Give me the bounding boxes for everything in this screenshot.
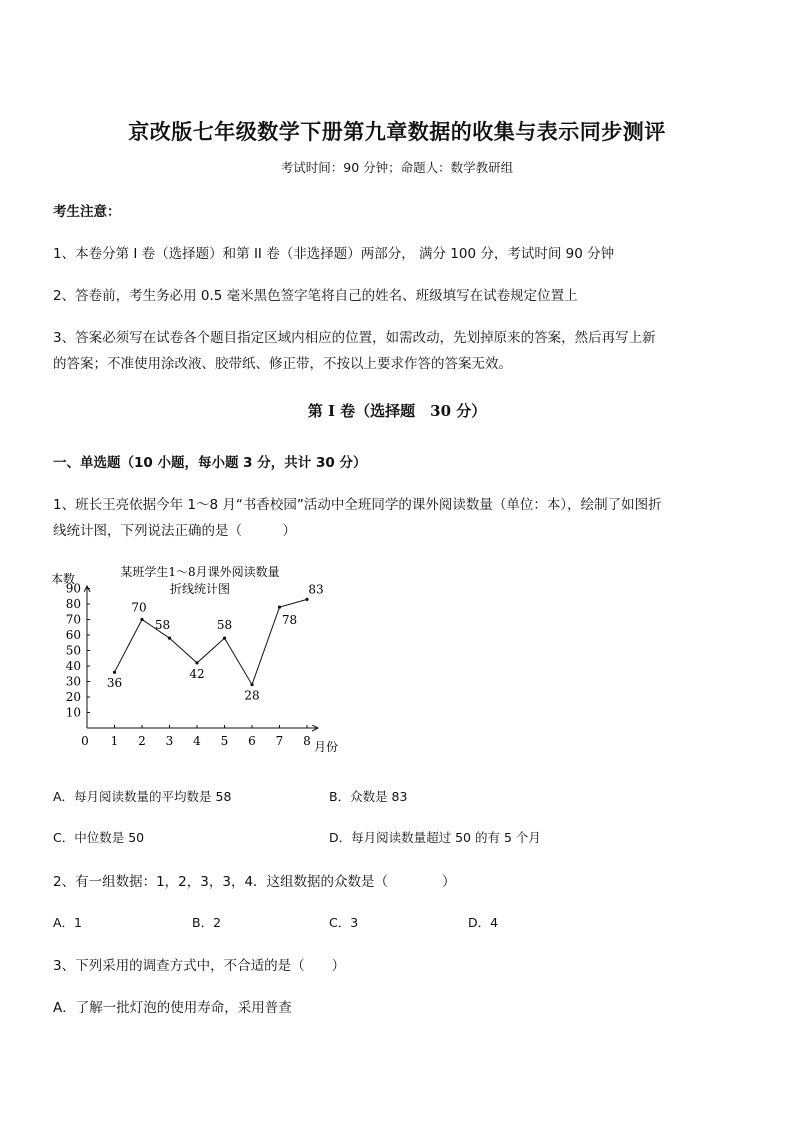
x-tick-label: 0 <box>81 734 89 748</box>
q3-option-a[interactable]: A．了解一批灯泡的使用寿命，采用普查 <box>53 1000 292 1016</box>
q1-option-c[interactable]: C．中位数是 50 <box>53 830 145 845</box>
data-label: 28 <box>244 688 260 703</box>
q1-option-d[interactable]: D．每月阅读数量超过 50 的有 5 个月 <box>329 830 541 845</box>
x-tick-label: 6 <box>248 734 256 748</box>
data-label: 83 <box>308 582 324 597</box>
data-point <box>305 598 308 601</box>
page-title: 京改版七年级数学下册第九章数据的收集与表示同步测评 <box>128 119 666 144</box>
reading-line-chart <box>50 560 350 760</box>
x-tick-label: 5 <box>220 734 229 748</box>
x-axis-label: 月份 <box>314 740 339 754</box>
notice-item-2: 2、答卷前，考生务必用 0.5 毫米黑色签字笔将自己的姓名、班级填写在试卷规定位置上 <box>53 288 578 304</box>
notice-item-3: 3、答案必须写在试卷各个题目指定区域内相应的位置，如需改动，先划掉原来的答案，然后再写上新 <box>53 330 656 346</box>
x-tick-label: 1 <box>110 734 119 748</box>
question-2-stem: 2、有一组数据：1，2，3，3，4．这组数据的众数是（ ） <box>53 874 456 890</box>
y-axis-label: 本数 <box>51 572 76 586</box>
y-tick-label: 90 <box>65 581 81 596</box>
chart-title: 某班学生1～8月课外阅读数量 <box>120 565 280 579</box>
q2-option-d[interactable]: D．4 <box>468 915 499 930</box>
q2-option-c[interactable]: C．3 <box>329 915 359 930</box>
q1-option-b[interactable]: B．众数是 83 <box>329 789 408 804</box>
y-tick-label: 30 <box>65 674 81 689</box>
data-point <box>223 637 226 640</box>
notice-heading: 考生注意： <box>53 204 121 220</box>
chart-subtitle: 折线统计图 <box>169 582 231 596</box>
x-tick-label: 4 <box>193 734 201 748</box>
data-point <box>113 671 116 674</box>
y-tick-label: 10 <box>65 705 81 720</box>
data-point <box>250 683 253 686</box>
part-heading: 一、单选题（10 小题，每小题 3 分，共计 30 分） <box>53 455 367 471</box>
x-tick-label: 3 <box>165 734 174 748</box>
section-title: 第 I 卷（选择题 30 分） <box>307 402 487 420</box>
y-tick-label: 50 <box>65 643 81 658</box>
y-tick-label: 80 <box>65 597 81 611</box>
data-label: 42 <box>189 666 205 681</box>
data-point <box>195 661 198 664</box>
question-1-stem-cont: 线统计图，下列说法正确的是（ ） <box>53 523 296 539</box>
y-tick-label: 40 <box>65 659 81 673</box>
data-label: 58 <box>216 618 233 633</box>
q2-option-a[interactable]: A．1 <box>53 915 83 930</box>
question-3-stem: 3、下列采用的调查方式中，不合适的是（ ） <box>53 958 346 974</box>
y-tick-label: 70 <box>65 612 81 627</box>
exam-info: 考试时间：90 分钟；命题人：数学教研组 <box>280 160 514 175</box>
data-point <box>278 606 281 609</box>
x-tick-label: 8 <box>303 734 311 748</box>
data-label: 58 <box>154 618 171 633</box>
notice-item-3-cont: 的答案；不准使用涂改液、胶带纸、修正带，不按以上要求作答的答案无效。 <box>53 356 512 372</box>
question-1-stem: 1、班长王亮依据今年 1～8 月“书香校园”活动中全班同学的课外阅读数量（单位：本），绘制了如图折 <box>53 497 662 513</box>
data-label: 78 <box>281 613 298 628</box>
data-label: 36 <box>106 676 123 691</box>
notice-item-1: 1、本卷分第 I 卷（选择题）和第 II 卷（非选择题）两部分， 满分 100 分，考试时间 90 分钟 <box>53 246 615 262</box>
y-tick-label: 20 <box>65 690 81 704</box>
q2-option-b[interactable]: B．2 <box>192 915 222 930</box>
x-tick-label: 7 <box>275 734 284 748</box>
data-point <box>168 637 171 640</box>
y-tick-label: 60 <box>65 628 81 642</box>
x-tick-label: 2 <box>138 734 146 748</box>
data-point <box>140 618 143 621</box>
data-label: 70 <box>131 600 147 615</box>
q1-option-a[interactable]: A．每月阅读数量的平均数是 58 <box>53 789 232 804</box>
